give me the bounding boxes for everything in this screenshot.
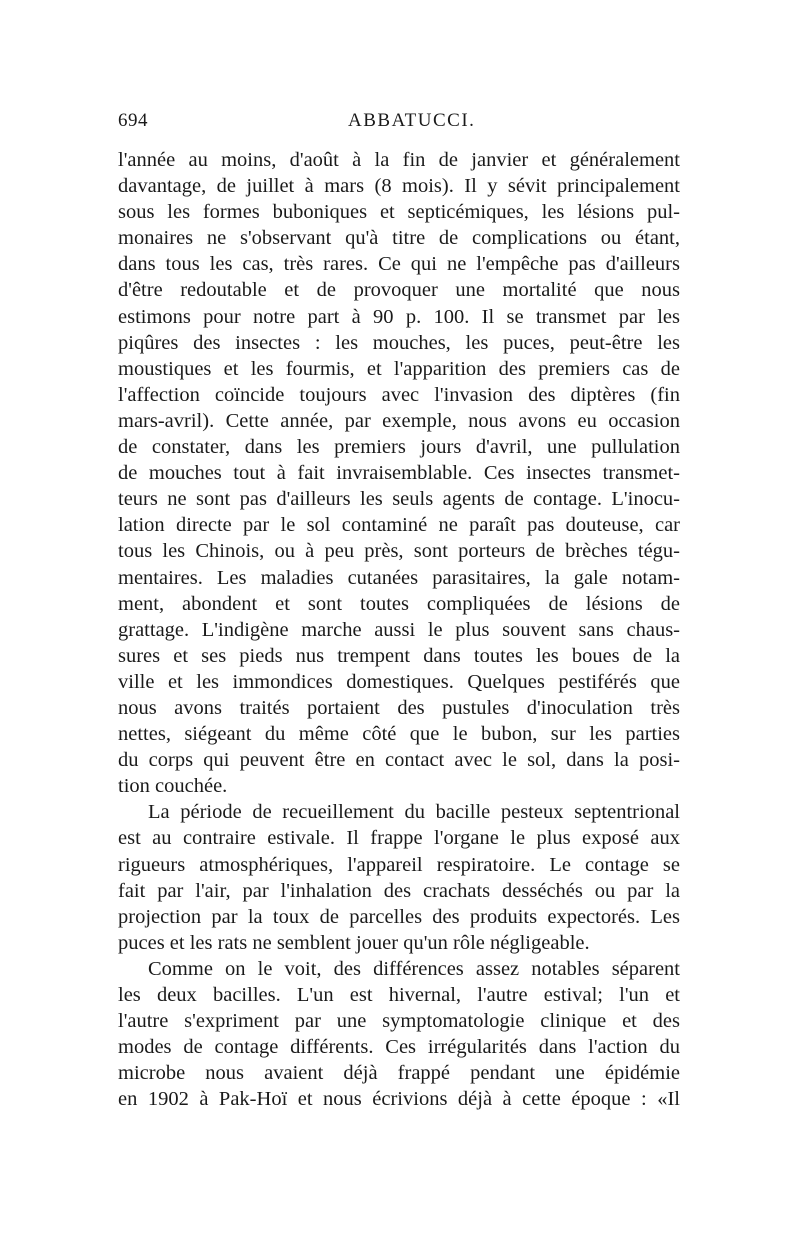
text-line: de mouches tout à fait invraisemblable. Ces insectes transmet-	[118, 462, 680, 485]
text-line: du corps qui peuvent être en contact avec le sol, dans la posi-	[118, 749, 680, 772]
text-line: monaires ne s'observant qu'à titre de complications ou étant,	[118, 227, 680, 250]
text-line: projection par la toux de parcelles des produits expectorés. Les	[118, 905, 680, 928]
text-line: est au contraire estivale. Il frappe l'organe le plus exposé aux	[118, 827, 680, 850]
text-line: de constater, dans les premiers jours d'avril, une pullulation	[118, 436, 680, 459]
text-line: Comme on le voit, des différences assez notables séparent	[148, 957, 680, 980]
text-line: sures et ses pieds nus trempent dans toutes les boues de la	[118, 644, 680, 667]
text-line: mentaires. Les maladies cutanées parasitaires, la gale notam-	[118, 566, 680, 589]
text-line: nous avons traités portaient des pustules d'inoculation très	[118, 696, 680, 719]
text-line: ment, abondent et sont toutes compliquées de lésions de	[118, 592, 680, 615]
text-line: nettes, siégeant du même côté que le bubon, sur les parties	[118, 723, 680, 746]
text-line: moustiques et les fourmis, et l'apparition des premiers cas de	[118, 357, 680, 380]
text-line: grattage. L'indigène marche aussi le plus souvent sans chaus-	[118, 618, 680, 641]
text-line: fait par l'air, par l'inhalation des crachats desséchés ou par la	[118, 879, 680, 902]
text-line: modes de contage différents. Ces irrégularités dans l'action du	[118, 1036, 680, 1059]
text-line: sous les formes buboniques et septicémiques, les lésions pul-	[118, 201, 680, 224]
text-line: microbe nous avaient déjà frappé pendant une épidémie	[118, 1062, 680, 1085]
text-line: mars-avril). Cette année, par exemple, nous avons eu occasion	[118, 409, 680, 432]
running-head	[118, 110, 680, 136]
running-title: ABBATUCCI.	[348, 110, 476, 131]
text-line: piqûres des insectes : les mouches, les puces, peut-être les	[118, 331, 680, 354]
text-line: en 1902 à Pak-Hoï et nous écrivions déjà à cette époque : «Il	[118, 1088, 680, 1111]
text-line: l'année au moins, d'août à la fin de janvier et généralement	[118, 149, 680, 171]
paragraph-2	[118, 799, 680, 956]
page-number: 694	[118, 110, 148, 131]
text-line: l'affection coïncide toujours avec l'invasion des diptères (fin	[118, 383, 680, 406]
paragraph-3	[118, 956, 680, 1113]
text-line: d'être redoutable et de provoquer une mortalité que nous	[118, 279, 680, 302]
text-line: davantage, de juillet à mars (8 mois). Il y sévit principalement	[118, 175, 680, 198]
text-line: dans tous les cas, très rares. Ce qui ne l'empêche pas d'ailleurs	[118, 253, 680, 276]
text-line: rigueurs atmosphériques, l'appareil respiratoire. Le contage se	[118, 853, 680, 876]
text-line: teurs ne sont pas d'ailleurs les seuls agents de contage. L'inocu-	[118, 488, 680, 511]
text-line: l'autre s'expriment par une symptomatologie clinique et des	[118, 1010, 680, 1033]
paragraph-1	[118, 147, 680, 799]
text-line: ville et les immondices domestiques. Quelques pestiférés que	[118, 670, 680, 693]
body-text	[118, 147, 680, 1112]
text-line: estimons pour notre part à 90 p. 100. Il se transmet par les	[118, 305, 680, 328]
text-line: les deux bacilles. L'un est hivernal, l'autre estival; l'un et	[118, 984, 680, 1006]
text-line: tion couchée.	[118, 775, 228, 798]
text-line: La période de recueillement du bacille pesteux septentrional	[148, 801, 680, 824]
text-line: lation directe par le sol contaminé ne paraît pas douteuse, car	[118, 514, 680, 537]
text-line: tous les Chinois, ou à peu près, sont porteurs de brèches tégu-	[118, 540, 680, 563]
text-line: puces et les rats ne semblent jouer qu'un rôle négligeable.	[118, 931, 590, 954]
